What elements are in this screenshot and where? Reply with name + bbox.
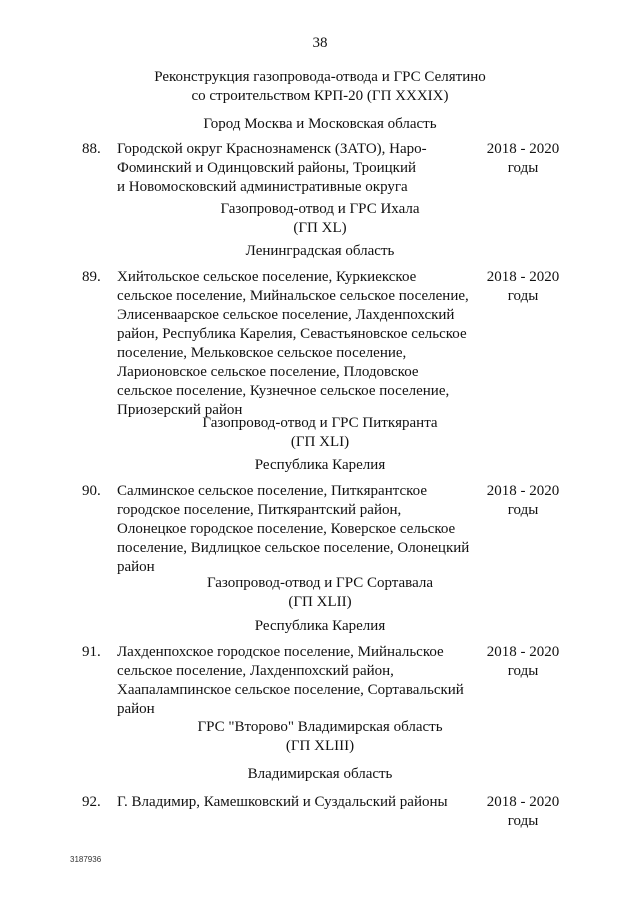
document-code: 3187936 xyxy=(70,855,102,864)
page-number: 38 xyxy=(312,35,328,51)
row-description-line: Г. Владимир, Камешковский и Суздальский районы xyxy=(117,794,448,810)
section-heading-line: (ГП XLI) xyxy=(290,434,350,450)
row-description-line: район xyxy=(117,559,155,575)
row-period-line: 2018 - 2020 xyxy=(486,794,560,810)
section-heading xyxy=(0,68,640,106)
row-period xyxy=(478,482,568,520)
row-period-line: годы xyxy=(507,288,539,304)
row-period xyxy=(478,643,568,681)
row-number: 92. xyxy=(82,794,101,810)
region-title: Город Москва и Московская область xyxy=(203,116,437,132)
row-description-line: Салминское сельское поселение, Питкярантское xyxy=(117,483,428,499)
row-period xyxy=(478,793,568,831)
row-period xyxy=(478,140,568,178)
row-description-line: район xyxy=(117,701,155,717)
region-title: Ленинградская область xyxy=(245,243,395,259)
row-period-line: годы xyxy=(507,663,539,679)
row-description-line: Городской округ Краснознаменск (ЗАТО), Наро- xyxy=(117,141,427,157)
row-description xyxy=(117,643,477,719)
row-number: 90. xyxy=(82,483,101,499)
row-period-line: 2018 - 2020 xyxy=(486,269,560,285)
row-period-line: годы xyxy=(507,813,539,829)
row-description-line: и Новомосковский административные округа xyxy=(117,179,408,195)
row-description-line: Лахденпохское городское поселение, Мийнальское xyxy=(117,644,444,660)
row-period xyxy=(478,268,568,306)
row-description-line: Ларионовское сельское поселение, Плодовское xyxy=(117,364,419,380)
section-heading-line: ГРС "Второво" Владимирская область xyxy=(197,719,443,735)
row-description-line: Фоминский и Одинцовский районы, Троицкий xyxy=(117,160,417,176)
row-period-line: 2018 - 2020 xyxy=(486,644,560,660)
section-heading xyxy=(0,414,640,452)
row-description-line: сельское поселение, Кузнечное сельское поселение, xyxy=(117,383,450,399)
row-description-line: Олонецкое городское поселение, Коверское сельское xyxy=(117,521,456,537)
row-description-line: Элисенваарское сельское поселение, Лахденпохский xyxy=(117,307,455,323)
row-description xyxy=(117,140,477,197)
region-title: Владимирская область xyxy=(247,766,393,782)
section-heading-line: Газопровод-отвод и ГРС Ихала xyxy=(220,201,420,217)
row-description-line: сельское поселение, Мийнальское сельское поселение, xyxy=(117,288,469,304)
row-description-line: Приозерский район xyxy=(117,402,243,418)
section-heading xyxy=(0,718,640,756)
row-number: 88. xyxy=(82,141,101,157)
row-number: 89. xyxy=(82,269,101,285)
row-description-line: Хаапалампинское сельское поселение, Сортавальский xyxy=(117,682,464,698)
section-heading-line: (ГП XL) xyxy=(293,220,347,236)
region-title: Республика Карелия xyxy=(254,457,386,473)
row-period-line: годы xyxy=(507,502,539,518)
section-heading xyxy=(0,200,640,238)
row-description-line: поселение, Мельковское сельское поселение, xyxy=(117,345,407,361)
row-description-line: Хийтольское сельское поселение, Куркиекское xyxy=(117,269,417,285)
row-description-line: сельское поселение, Лахденпохский район, xyxy=(117,663,394,679)
row-description xyxy=(117,268,477,420)
section-heading-line: Газопровод-отвод и ГРС Сортавала xyxy=(206,575,434,591)
region-title: Республика Карелия xyxy=(254,618,386,634)
section-heading xyxy=(0,574,640,612)
section-heading-line: (ГП XLII) xyxy=(288,594,352,610)
row-description xyxy=(117,793,477,812)
row-description-line: поселение, Видлицкое сельское поселение, Олонецкий xyxy=(117,540,470,556)
row-period-line: годы xyxy=(507,160,539,176)
row-description-line: район, Республика Карелия, Севастьяновское сельское xyxy=(117,326,467,342)
row-number: 91. xyxy=(82,644,101,660)
section-heading-line: (ГП XLIII) xyxy=(285,738,355,754)
row-description xyxy=(117,482,477,577)
row-description-line: городское поселение, Питкярантский район, xyxy=(117,502,402,518)
section-heading-line: Газопровод-отвод и ГРС Питкяранта xyxy=(202,415,438,431)
row-period-line: 2018 - 2020 xyxy=(486,483,560,499)
row-period-line: 2018 - 2020 xyxy=(486,141,560,157)
section-heading-line: со строительством КРП-20 (ГП XXXIX) xyxy=(191,88,449,104)
section-heading-line: Реконструкция газопровода-отвода и ГРС Селятино xyxy=(154,69,486,85)
